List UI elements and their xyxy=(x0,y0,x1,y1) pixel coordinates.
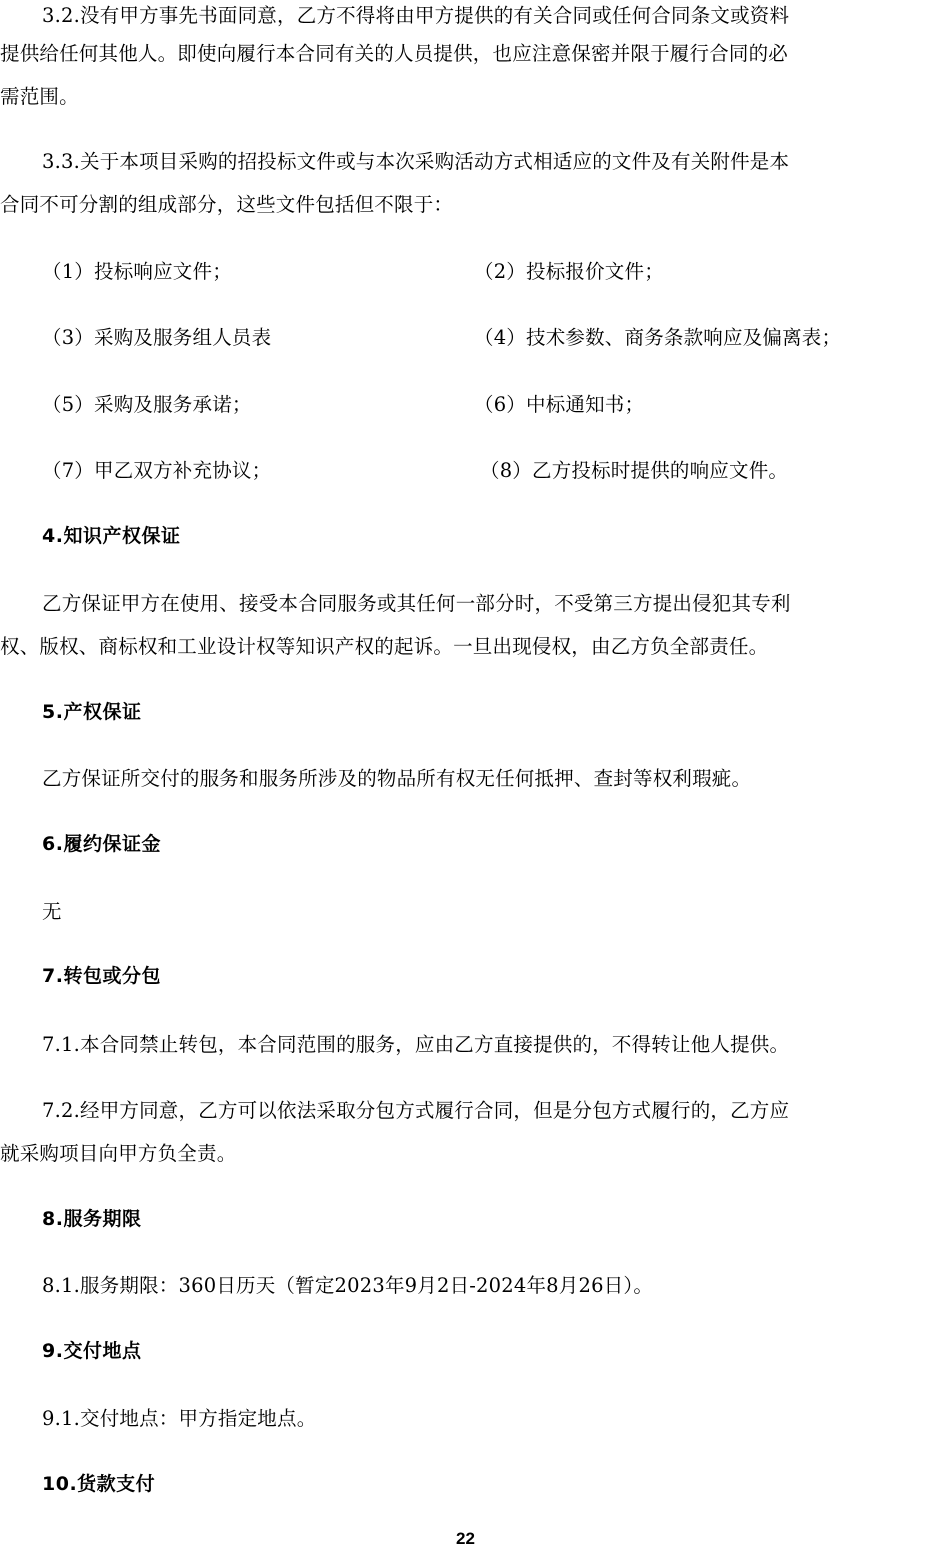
section-5-heading: 5.产权保证 xyxy=(42,701,142,723)
section-7-heading: 7.转包或分包 xyxy=(42,965,161,987)
document-item-6: （6）中标通知书； xyxy=(474,393,645,416)
clause-3-2-line-3: 需范围。 xyxy=(0,85,79,108)
document-item-2: （2）投标报价文件； xyxy=(474,260,664,283)
clause-3-3-line-2: 合同不可分割的组成部分，这些文件包括但不限于： xyxy=(0,193,454,216)
clause-3-2-line-2: 提供给任何其他人。即使向履行本合同有关的人员提供，也应注意保密并限于履行合同的必 xyxy=(0,42,789,65)
clause-3-2-line-1: 3.2.没有甲方事先书面同意，乙方不得将由甲方提供的有关合同或任何合同条文或资料 xyxy=(42,4,790,27)
document-item-1: （1）投标响应文件； xyxy=(42,260,232,283)
section-6-line-1: 无 xyxy=(42,900,62,923)
section-4-line-2: 权、版权、商标权和工业设计权等知识产权的起诉。一旦出现侵权，由乙方负全部责任。 xyxy=(0,635,769,658)
clause-3-3-line-1: 3.3.关于本项目采购的招投标文件或与本次采购活动方式相适应的文件及有关附件是本 xyxy=(42,150,790,173)
clause-7-2-line-1: 7.2.经甲方同意，乙方可以依法采取分包方式履行合同，但是分包方式履行的，乙方应 xyxy=(42,1099,790,1122)
section-10-heading: 10.货款支付 xyxy=(42,1473,156,1495)
document-item-8: （8）乙方投标时提供的响应文件。 xyxy=(480,459,789,482)
clause-7-1: 7.1.本合同禁止转包，本合同范围的服务，应由乙方直接提供的，不得转让他人提供。 xyxy=(42,1033,790,1056)
section-6-heading: 6.履约保证金 xyxy=(42,833,161,855)
clause-9-1: 9.1.交付地点：甲方指定地点。 xyxy=(42,1407,317,1430)
section-5-line-1: 乙方保证所交付的服务和服务所涉及的物品所有权无任何抵押、查封等权利瑕疵。 xyxy=(42,767,752,790)
clause-7-2-line-2: 就采购项目向甲方负全责。 xyxy=(0,1142,237,1165)
clause-8-1: 8.1.服务期限：360日历天（暂定2023年9月2日-2024年8月26日）。 xyxy=(42,1274,654,1297)
section-4-line-1: 乙方保证甲方在使用、接受本合同服务或其任何一部分时，不受第三方提出侵犯其专利 xyxy=(42,592,791,615)
page-number: 22 xyxy=(456,1529,475,1548)
section-9-heading: 9.交付地点 xyxy=(42,1340,142,1362)
document-item-7: （7）甲乙双方补充协议； xyxy=(42,459,272,482)
document-item-3: （3）采购及服务组人员表 xyxy=(42,326,272,349)
document-item-4: （4）技术参数、商务条款响应及偏离表； xyxy=(474,326,842,349)
section-8-heading: 8.服务期限 xyxy=(42,1208,142,1230)
section-4-heading: 4.知识产权保证 xyxy=(42,525,181,547)
document-item-5: （5）采购及服务承诺； xyxy=(42,393,252,416)
